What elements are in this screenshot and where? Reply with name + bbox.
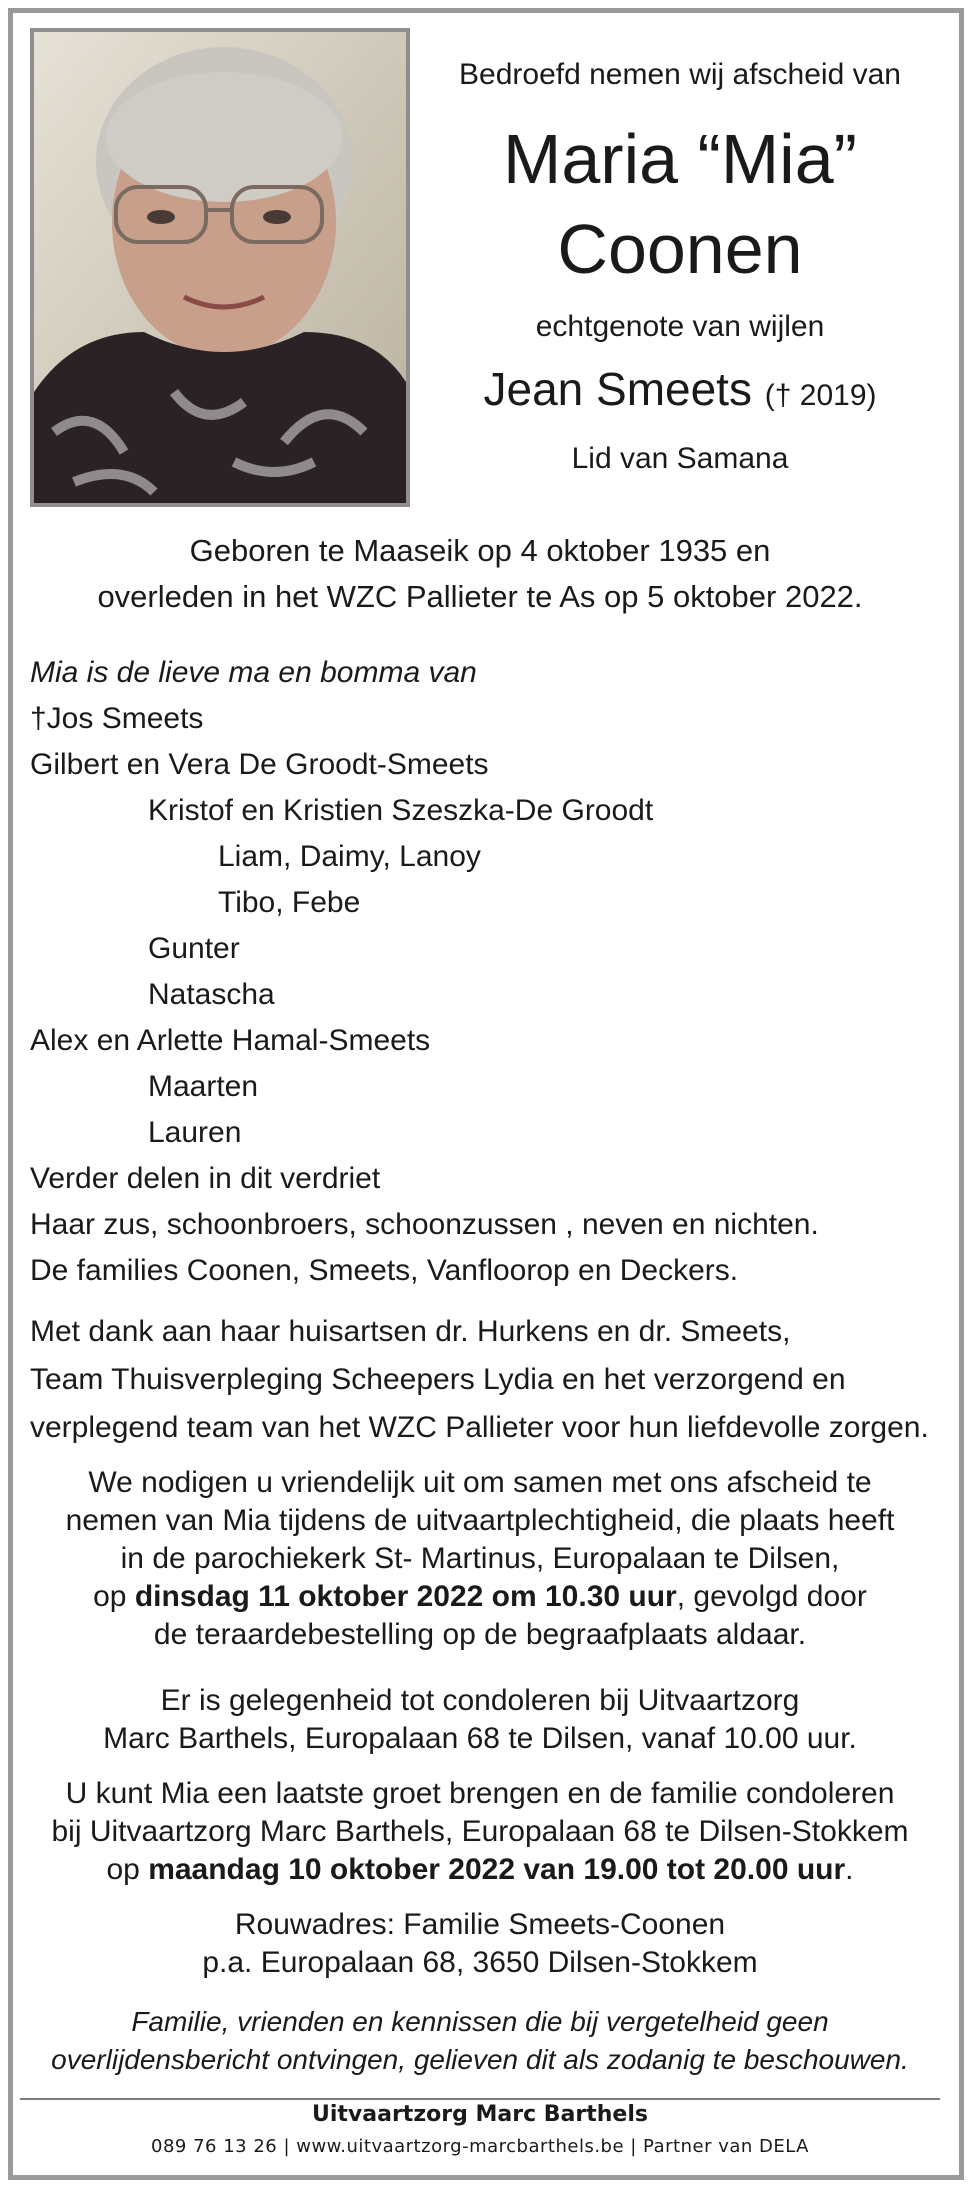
- thanks-paragraph: [30, 1308, 940, 1452]
- family-member-line: De families Coonen, Smeets, Vanfloorop en Deckers.: [30, 1254, 739, 1287]
- ceremony-line: nemen van Mia tijdens de uitvaartplechtigheid, die plaats heeft: [65, 1504, 895, 1537]
- family-member-line: Natascha: [148, 978, 275, 1011]
- family-member-line: †Jos Smeets: [30, 702, 204, 735]
- address-line: Rouwadres: Familie Smeets-Coonen: [234, 1908, 726, 1941]
- ceremony-line: de teraardebestelling op de begraafplaats aldaar.: [153, 1618, 807, 1651]
- visit-date-post: .: [845, 1853, 854, 1886]
- family-member-line: Gunter: [148, 932, 240, 965]
- ceremony-paragraph: [20, 1464, 940, 1654]
- ceremony-line: in de parochiekerk St- Martinus, Europalaan te Dilsen,: [120, 1542, 840, 1575]
- visit-date: maandag 10 oktober 2022 van 19.00 tot 20.00 uur: [148, 1853, 846, 1886]
- footer-contact: 089 76 13 26 | www.uitvaartzorg-marcbarthels.be | Partner van DELA: [151, 2136, 809, 2157]
- spouse-prefix: echtgenote van wijlen: [535, 310, 825, 343]
- ceremony-date: dinsdag 11 oktober 2022 om 10.30 uur: [134, 1580, 677, 1613]
- portrait-photo: [30, 28, 410, 507]
- family-member-line: Kristof en Kristien Szeszka-De Groodt: [148, 794, 654, 827]
- family-member-line: Gilbert en Vera De Groodt-Smeets: [30, 748, 489, 781]
- visit-line: bij Uitvaartzorg Marc Barthels, Europalaan 68 te Dilsen-Stokkem: [51, 1815, 909, 1848]
- thanks-line: verplegend team van het WZC Pallieter voor hun liefdevolle zorgen.: [30, 1411, 929, 1444]
- notice-line: Familie, vrienden en kennissen die bij vergetelheid geen: [131, 2006, 829, 2037]
- ceremony-date-post: , gevolgd door: [676, 1580, 867, 1613]
- family-member-line: Haar zus, schoonbroers, schoonzussen , neven en nichten.: [30, 1208, 819, 1241]
- birth-line: Geboren te Maaseik op 4 oktober 1935 en: [189, 533, 771, 568]
- address-line: p.a. Europalaan 68, 3650 Dilsen-Stokkem: [202, 1946, 758, 1979]
- condolence-line: Marc Barthels, Europalaan 68 te Dilsen, vanaf 10.00 uur.: [103, 1722, 857, 1755]
- family-heading: Mia is de lieve ma en bomma van: [30, 656, 477, 689]
- address-paragraph: [20, 1906, 940, 1982]
- family-list: [30, 650, 940, 1294]
- family-member-line: Tibo, Febe: [218, 886, 361, 919]
- thanks-line: Team Thuisverpleging Scheepers Lydia en het verzorgend en: [30, 1363, 846, 1396]
- notice-line: overlijdensbericht ontvingen, gelieven dit als zodanig te beschouwen.: [51, 2044, 909, 2075]
- intro-line: Bedroefd nemen wij afscheid van: [459, 58, 901, 91]
- membership: Lid van Samana: [571, 442, 789, 475]
- footer-company: Uitvaartzorg Marc Barthels: [312, 2102, 648, 2127]
- death-line: overleden in het WZC Pallieter te As op 5 oktober 2022.: [97, 579, 863, 614]
- visit-date-pre: op: [106, 1853, 149, 1886]
- visit-paragraph: [20, 1775, 940, 1889]
- family-member-line: Verder delen in dit verdriet: [30, 1162, 381, 1195]
- spouse-death-year: († 2019): [764, 379, 877, 412]
- visit-line: U kunt Mia een laatste groet brengen en de familie condoleren: [65, 1777, 895, 1810]
- deceased-name-last: Coonen: [557, 210, 803, 288]
- spouse-name: Jean Smeets: [483, 363, 752, 415]
- footer-divider: [20, 2098, 940, 2100]
- family-member-line: Maarten: [148, 1070, 259, 1103]
- family-lines: [30, 696, 940, 1294]
- spouse-line: [440, 362, 920, 416]
- family-member-line: Lauren: [148, 1116, 242, 1149]
- ceremony-line: We nodigen u vriendelijk uit om samen met ons afscheid te: [88, 1466, 872, 1499]
- condolence-line: Er is gelegenheid tot condoleren bij Uitvaartzorg: [160, 1684, 800, 1717]
- birth-death-info: [20, 528, 940, 620]
- ceremony-date-line: [20, 1578, 940, 1616]
- family-member-line: Alex en Arlette Hamal-Smeets: [30, 1024, 431, 1057]
- notice-paragraph: [20, 2003, 940, 2079]
- condolence-paragraph: [20, 1682, 940, 1758]
- ceremony-date-pre: op: [93, 1580, 135, 1613]
- deceased-name-first: Maria “Mia”: [503, 120, 857, 198]
- thanks-line: Met dank aan haar huisartsen dr. Hurkens en dr. Smeets,: [30, 1315, 791, 1348]
- visit-date-line: [20, 1851, 940, 1889]
- family-member-line: Liam, Daimy, Lanoy: [218, 840, 481, 873]
